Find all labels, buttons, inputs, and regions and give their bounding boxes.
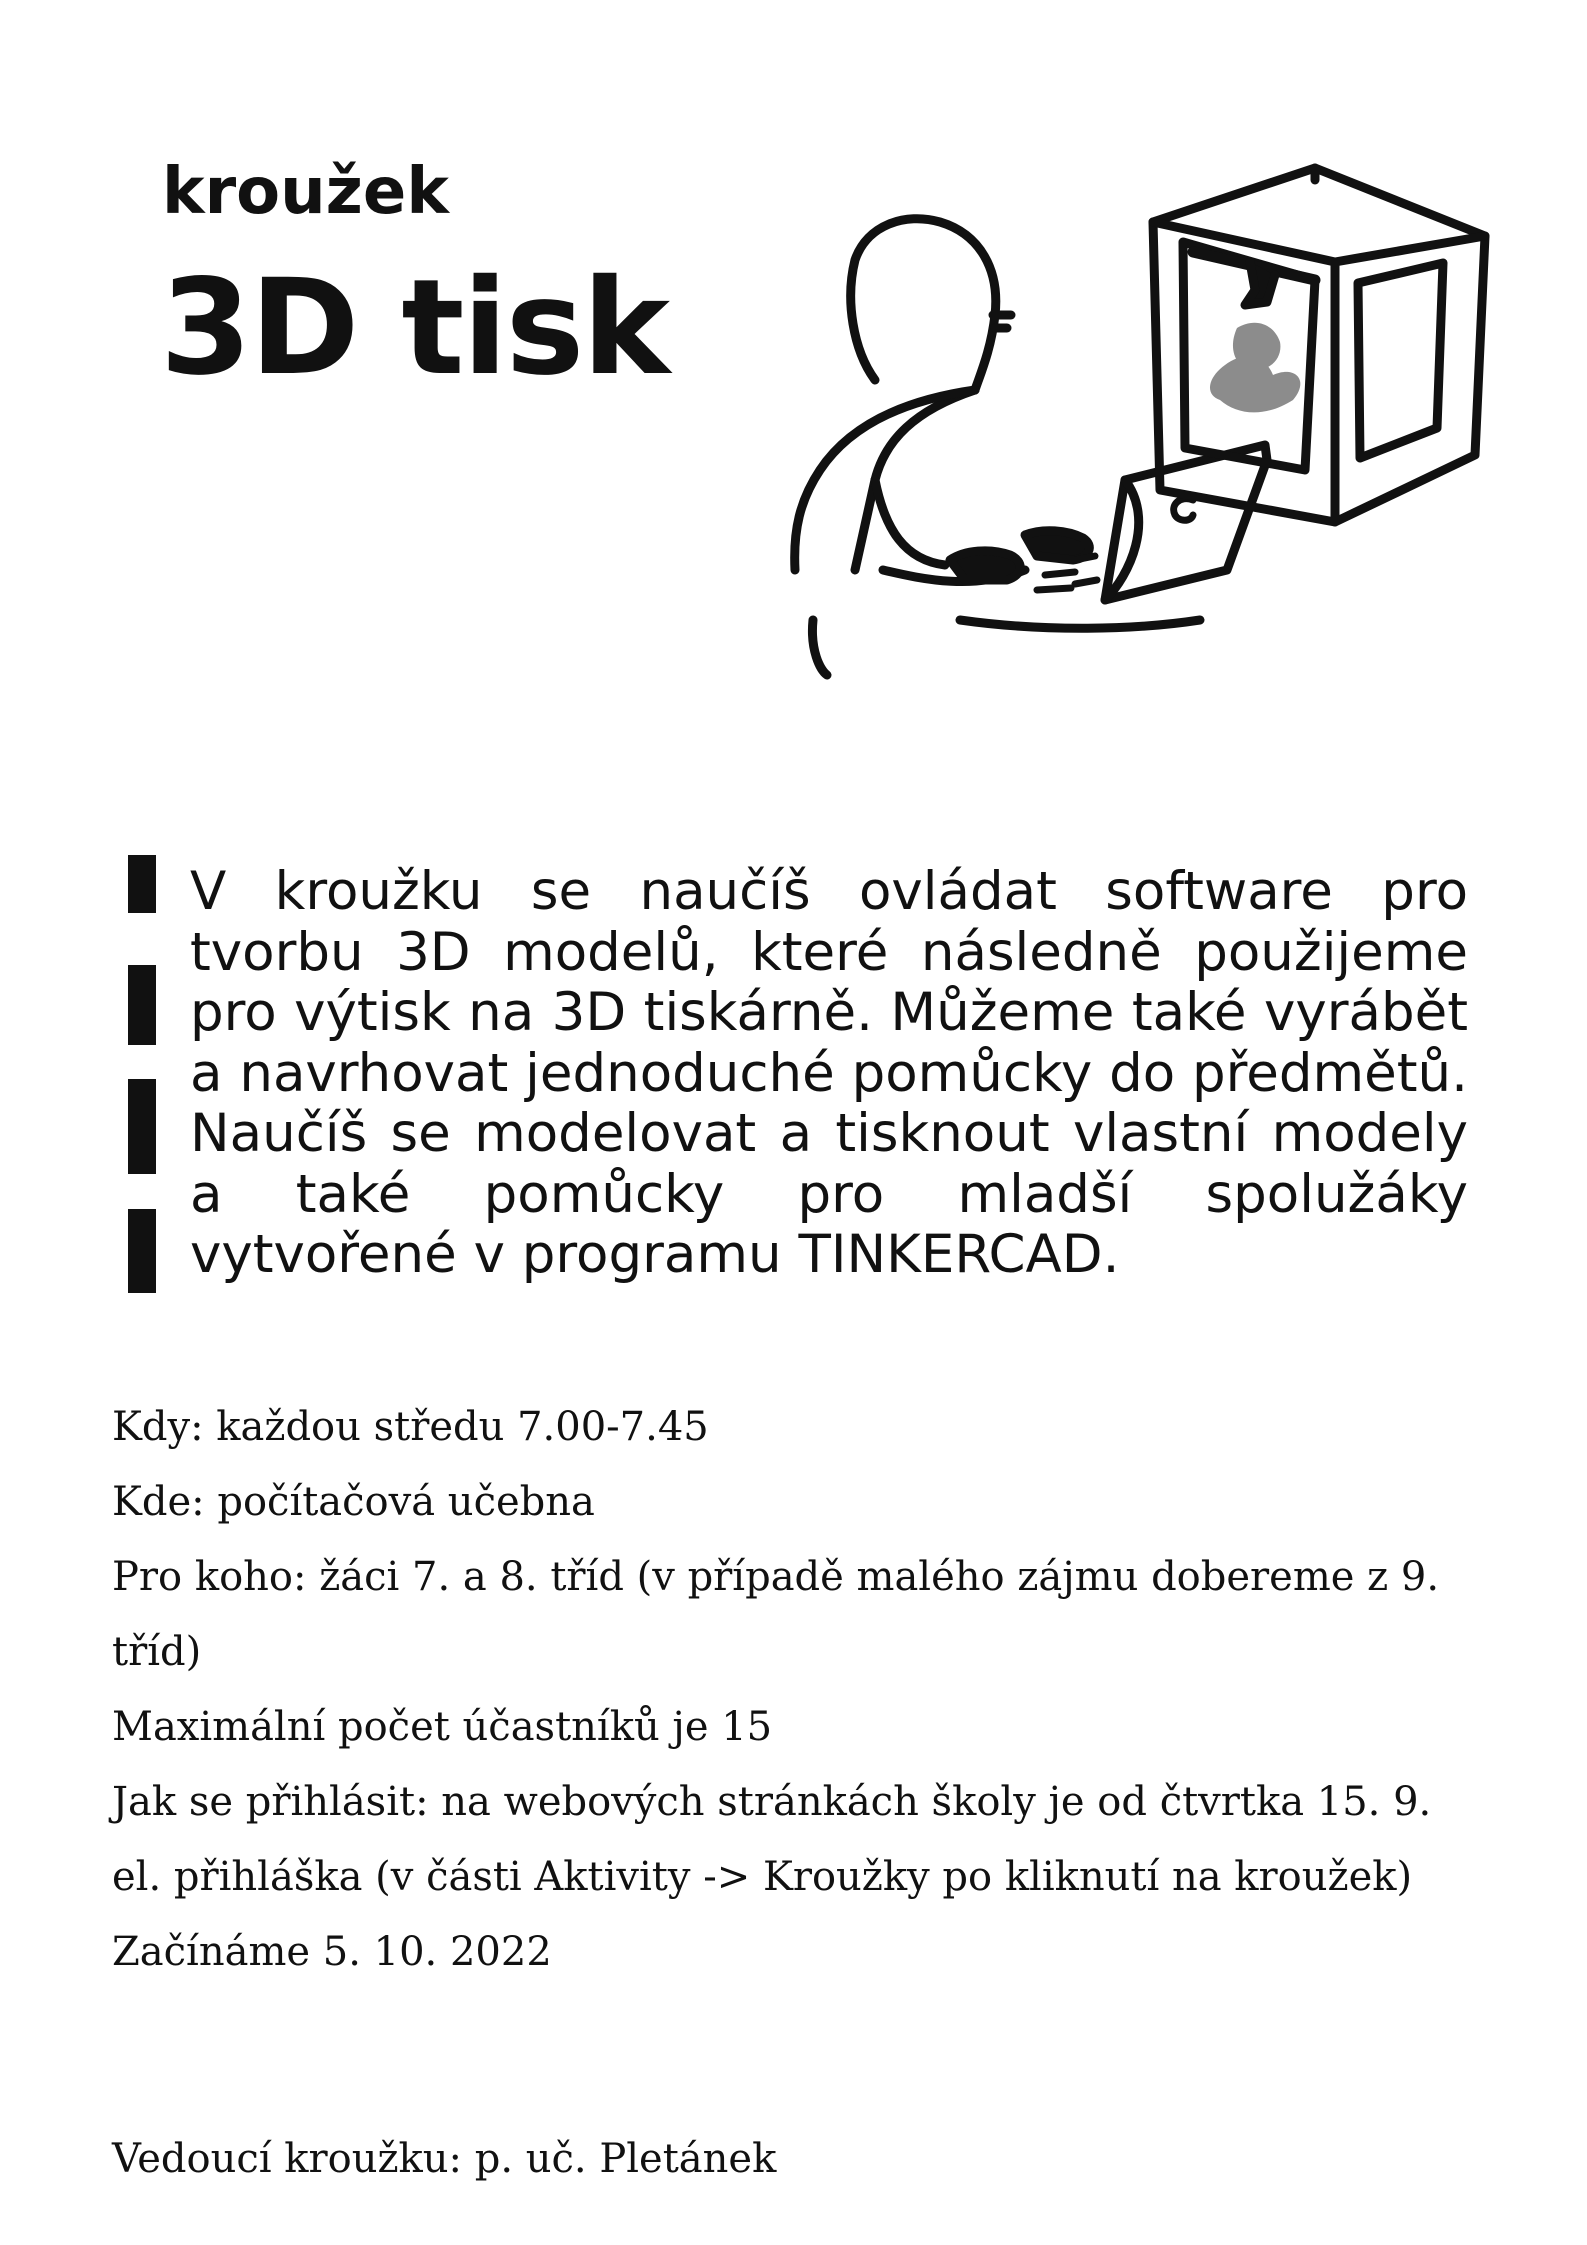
detail-start: Začínáme 5. 10. 2022 bbox=[112, 1929, 552, 1975]
intro-paragraph: V kroužku se naučíš ovládat software pro tvorbu 3D modelů, které následně použijeme pro výtisk na 3D tiskárně. Můžeme také vyrábět a navrhovat jednoduché pomůcky do předmětů. Naučíš se modelovat a tisknout vlastní modely a také pomůcky pro mladší spolužáky vytvořené v programu TINKERCAD. bbox=[190, 861, 1468, 1285]
details-section bbox=[112, 1390, 1472, 1990]
detail-signup: Jak se přihlásit: na webových stránkách školy je od čtvrtka 15. 9. el. přihláška (v části Aktivity -> Kroužky po kliknutí na kroužek) bbox=[112, 1779, 1432, 1900]
flyer-kicker: kroužek bbox=[162, 155, 449, 229]
detail-where: Kde: počítačová učebna bbox=[112, 1479, 595, 1525]
intro-accent-bars bbox=[128, 855, 156, 1293]
flyer-title: 3D tisk bbox=[160, 251, 669, 405]
detail-capacity: Maximální počet účastníků je 15 bbox=[112, 1704, 773, 1750]
detail-for-whom: Pro koho: žáci 7. a 8. tříd (v případě malého zájmu dobereme z 9. tříd) bbox=[112, 1554, 1440, 1675]
detail-when: Kdy: každou středu 7.00-7.45 bbox=[112, 1404, 709, 1450]
person-with-laptop-and-3d-printer-icon bbox=[775, 150, 1495, 690]
club-leader: Vedoucí kroužku: p. uč. Pletánek bbox=[112, 2136, 777, 2182]
